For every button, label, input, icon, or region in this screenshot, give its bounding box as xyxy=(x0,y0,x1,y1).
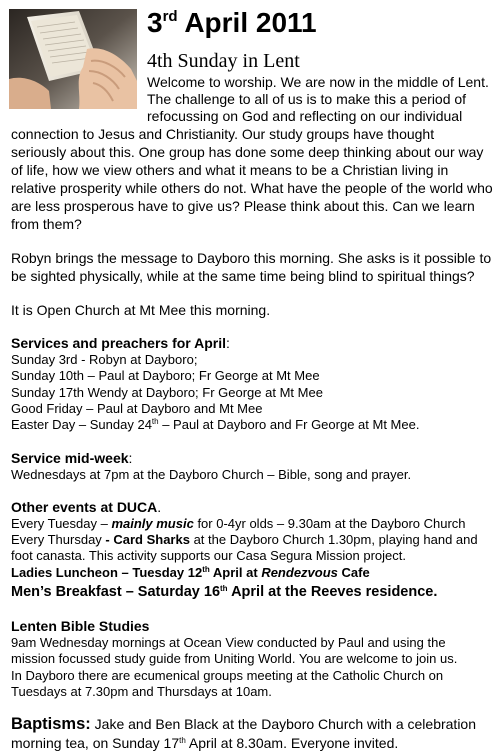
service-line: Sunday 10th – Paul at Dayboro; Fr George at Mt Mee xyxy=(11,368,320,384)
service-line: Sunday 17th Wendy at Dayboro; Fr George at Mt Mee xyxy=(11,384,323,400)
services-heading: Services and preachers for April: xyxy=(11,335,230,351)
bible-photo-icon xyxy=(9,9,137,109)
midweek-heading: Service mid-week: xyxy=(11,450,133,467)
service-line: Good Friday – Paul at Dayboro and Mt Mee xyxy=(11,400,263,416)
newsletter-body xyxy=(11,125,493,755)
event-tuesday: Every Tuesday – mainly music for 0-4yr olds – 9.30am at the Dayboro Church xyxy=(11,515,466,531)
intro-wrapped-text xyxy=(147,74,492,125)
date-suffix: rd xyxy=(162,8,178,25)
intro-line: Welcome to worship. We are now in the middle of Lent. xyxy=(147,74,489,90)
intro-line: refocussing on God and reflecting on our individual xyxy=(147,108,463,124)
open-church-notice: It is Open Church at Mt Mee this morning. xyxy=(11,302,271,318)
event-ladies-luncheon: Ladies Luncheon – Tuesday 12th April at Rendezvous Cafe xyxy=(11,564,370,580)
service-line-easter: Easter Day – Sunday 24th – Paul at Dayboro and Fr George at Mt Mee. xyxy=(11,417,420,433)
lenten-text-ocean-view: 9am Wednesday mornings at Ocean View conducted by Paul and using the mission focussed study guide from Uniting World. You are welcome to join us. xyxy=(11,634,458,667)
robyn-paragraph: Robyn brings the message to Dayboro this morning. She asks is it possible to be sighted physically, while at the same time being blind to spiritual things? xyxy=(11,250,492,284)
intro-line: The challenge to all of us is to make this a period of xyxy=(147,91,467,107)
bible-reading-photo xyxy=(9,9,137,109)
lenten-heading: Lenten Bible Studies xyxy=(11,617,150,634)
midweek-text: Wednesdays at 7pm at the Dayboro Church – Bible, song and prayer. xyxy=(11,467,412,483)
event-thursday: Every Thursday - Card Sharks at the Dayboro Church 1.30pm, playing hand and foot canasta. This activity supports our Casa Segura Mission project. xyxy=(11,532,478,564)
service-line: Sunday 3rd - Robyn at Dayboro; xyxy=(11,352,198,367)
event-mens-breakfast: Men’s Breakfast – Saturday 16th April at the Reeves residence. xyxy=(11,583,438,600)
page-subtitle: 4th Sunday in Lent xyxy=(147,50,300,72)
events-heading: Other events at DUCA. xyxy=(11,498,162,515)
lenten-text-dayboro: In Dayboro there are ecumenical groups meeting at the Catholic Church on Tuesdays at 7.30pm and Thursdays at 10am. xyxy=(11,667,444,699)
baptisms-paragraph: Baptisms: Jake and Ben Black at the Dayboro Church with a celebration morning tea, on Sunday 17th April at 8.30am. Everyone invited. xyxy=(11,715,476,752)
page-title: 3rd April 2011 xyxy=(147,7,317,38)
intro-continued: connection to Jesus and Christianity. Our study groups have thought seriously about this. One group has done some deep thinking about our way of life, how we view others and what it means to be a Christian living in relative prosperity while others do not. What have the people of the world who are less prosperous have to give us? Please think about this. Can we learn from them? xyxy=(11,126,493,232)
